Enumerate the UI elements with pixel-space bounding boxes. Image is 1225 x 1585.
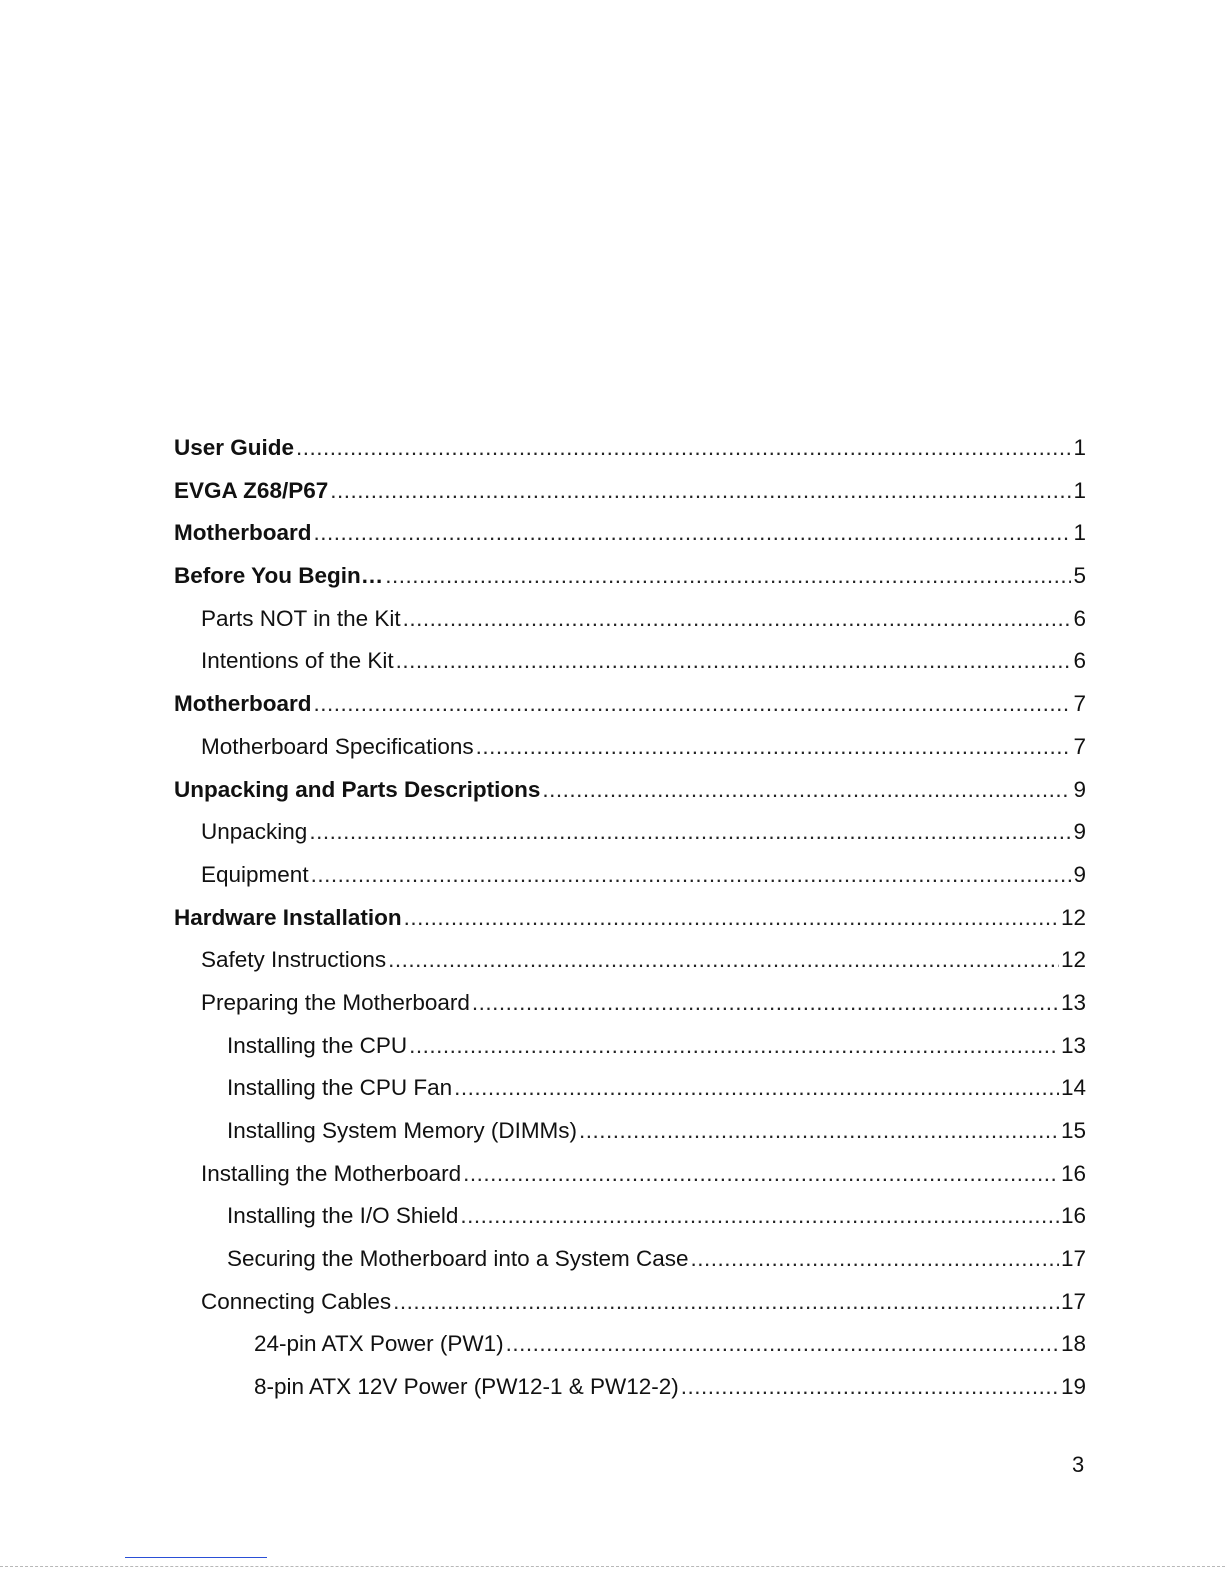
toc-entry-title: Safety Instructions — [201, 947, 387, 973]
toc-entry-page: 13 — [1060, 1032, 1086, 1058]
toc-entry[interactable] — [174, 854, 1086, 897]
toc-entry-page: 19 — [1060, 1374, 1086, 1400]
toc-entry-title: Motherboard — [174, 691, 312, 717]
toc-dot-leader — [579, 1110, 1059, 1153]
toc-entry-page: 9 — [1073, 776, 1086, 802]
toc-entry-title: EVGA Z68/P67 — [174, 477, 329, 503]
toc-dot-leader — [681, 1366, 1059, 1409]
toc-entry[interactable] — [174, 1195, 1086, 1238]
toc-entry-page: 12 — [1060, 947, 1086, 973]
toc-entry[interactable] — [174, 1323, 1086, 1366]
toc-dot-leader — [542, 769, 1071, 812]
toc-entry-title: User Guide — [174, 435, 295, 460]
toc-entry-title: Securing the Motherboard into a System Case — [227, 1246, 689, 1272]
toc-entry-page: 14 — [1060, 1075, 1086, 1101]
toc-dot-leader — [404, 897, 1059, 940]
toc-entry-page: 6 — [1073, 605, 1086, 631]
toc-entry-title: Before You Begin… — [174, 563, 384, 589]
toc-dot-leader — [309, 811, 1071, 854]
toc-entry[interactable] — [174, 512, 1086, 555]
toc-entry-page: 5 — [1073, 563, 1086, 589]
toc-entry[interactable] — [174, 1110, 1086, 1153]
toc-entry[interactable] — [174, 982, 1086, 1025]
toc-entry-title: Installing the CPU — [227, 1032, 408, 1058]
toc-entry-page: 7 — [1073, 691, 1086, 717]
toc-dot-leader — [396, 640, 1072, 683]
toc-dot-leader — [385, 555, 1071, 598]
toc-entry-title: Installing the Motherboard — [201, 1160, 462, 1186]
toc-entry[interactable] — [174, 470, 1086, 513]
toc-entry-title: Preparing the Motherboard — [201, 989, 470, 1015]
toc-dot-leader — [393, 1281, 1059, 1324]
toc-entry-title: Equipment — [201, 861, 309, 887]
toc-entry-page: 6 — [1073, 648, 1086, 674]
toc-entry[interactable] — [174, 598, 1086, 641]
page-number: 3 — [1072, 1452, 1085, 1477]
toc-entry[interactable] — [174, 1281, 1086, 1324]
page-break-rule — [0, 1566, 1225, 1567]
toc-entry-title: 8-pin ATX 12V Power (PW12-1 & PW12-2) — [254, 1374, 679, 1400]
toc-entry-page: 16 — [1060, 1203, 1086, 1229]
toc-entry[interactable] — [174, 427, 1086, 470]
toc-dot-leader — [506, 1323, 1059, 1366]
toc-entry[interactable] — [174, 897, 1086, 940]
toc-entry[interactable] — [174, 769, 1086, 812]
toc-entry[interactable] — [174, 1238, 1086, 1281]
toc-dot-leader — [460, 1195, 1059, 1238]
toc-entry-page: 17 — [1060, 1246, 1086, 1272]
toc-entry-title: Connecting Cables — [201, 1288, 392, 1314]
toc-entry-page: 18 — [1060, 1331, 1086, 1357]
toc-entry-page: 16 — [1060, 1160, 1086, 1186]
toc-dot-leader — [330, 470, 1071, 513]
toc-entry-page: 7 — [1073, 733, 1086, 759]
toc-entry-title: Installing the CPU Fan — [227, 1075, 453, 1101]
toc-entry-title: Installing the I/O Shield — [227, 1203, 459, 1229]
toc-entry[interactable] — [174, 811, 1086, 854]
toc-entry[interactable] — [174, 555, 1086, 598]
toc-entry-page: 13 — [1060, 989, 1086, 1015]
toc-entry[interactable] — [174, 640, 1086, 683]
toc-dot-leader — [314, 683, 1072, 726]
toc-entry-title: Unpacking and Parts Descriptions — [174, 776, 541, 802]
toc-dot-leader — [311, 854, 1072, 897]
toc-entry[interactable] — [174, 1067, 1086, 1110]
toc-dot-leader — [409, 1025, 1059, 1068]
toc-entry-title: Motherboard — [174, 520, 312, 546]
toc-entry-page: 15 — [1060, 1118, 1086, 1143]
toc-entry[interactable] — [174, 1153, 1086, 1196]
toc-entry-title: 24-pin ATX Power (PW1) — [254, 1331, 504, 1357]
toc-dot-leader — [476, 726, 1072, 769]
toc-entry-title: Hardware Installation — [174, 904, 402, 930]
toc-entry[interactable] — [174, 1025, 1086, 1068]
toc-entry-title: Parts NOT in the Kit — [201, 605, 401, 631]
toc-entry-title: Motherboard Specifications — [201, 733, 474, 759]
link-underline — [125, 1557, 267, 1558]
toc-dot-leader — [388, 939, 1059, 982]
toc-entry-page: 1 — [1073, 520, 1086, 546]
toc-entry[interactable] — [174, 939, 1086, 982]
toc-entry-title: Installing System Memory (DIMMs) — [227, 1118, 578, 1143]
toc-dot-leader — [454, 1067, 1059, 1110]
toc-entry[interactable] — [174, 1366, 1086, 1409]
toc-entry-title: Unpacking — [201, 819, 308, 845]
toc-entry-page: 9 — [1073, 861, 1086, 887]
toc-entry-page: 1 — [1073, 435, 1086, 460]
table-of-contents — [174, 427, 1086, 1409]
toc-dot-leader — [691, 1238, 1059, 1281]
toc-entry-page: 12 — [1060, 904, 1086, 930]
toc-dot-leader — [463, 1153, 1059, 1196]
toc-dot-leader — [472, 982, 1059, 1025]
toc-entry-title: Intentions of the Kit — [201, 648, 394, 674]
toc-entry[interactable] — [174, 683, 1086, 726]
toc-dot-leader — [403, 598, 1072, 641]
toc-entry-page: 17 — [1060, 1288, 1086, 1314]
toc-dot-leader — [314, 512, 1072, 555]
toc-dot-leader — [296, 427, 1071, 470]
toc-entry[interactable] — [174, 726, 1086, 769]
toc-entry-page: 1 — [1073, 477, 1086, 503]
toc-entry-page: 9 — [1073, 819, 1086, 845]
